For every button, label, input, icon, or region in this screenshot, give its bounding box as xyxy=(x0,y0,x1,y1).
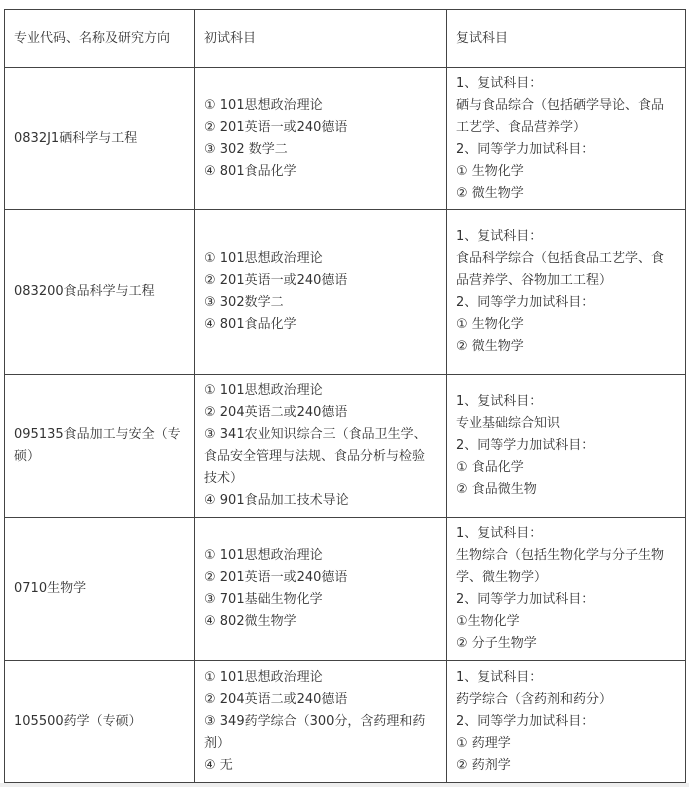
subjects-table xyxy=(4,9,686,783)
cell-line: 硒与食品综合（包括硒学导论、食品工艺学、食品营养学） xyxy=(456,97,665,135)
major-cell xyxy=(5,210,195,375)
header-major: 专业代码、名称及研究方向 xyxy=(5,10,195,68)
major-cell xyxy=(5,661,195,783)
cell-line: 2、同等学力加试科目： xyxy=(456,141,595,157)
cell-line: ④ 无 xyxy=(204,757,233,773)
cell-line: ② 201英语一或240德语 xyxy=(204,119,348,135)
cell-line: 083200食品科学与工程 xyxy=(14,284,155,299)
table-row xyxy=(5,375,686,518)
cell-line: 0710生物学 xyxy=(14,581,87,596)
cell-line: 105500药学（专硕） xyxy=(14,713,142,729)
bottom-scroll-strip xyxy=(0,783,689,787)
cell-line: ① 101思想政治理论 xyxy=(204,548,323,563)
cell-line: ② 微生物学 xyxy=(456,339,524,354)
cell-line: 1、复试科目： xyxy=(456,526,543,541)
table-row xyxy=(5,68,686,210)
major-cell xyxy=(5,518,195,661)
header-initial-subjects: 初试科目 xyxy=(195,10,447,68)
header-retest-subjects: 复试科目 xyxy=(447,10,686,68)
cell-line: ② 201英语一或240德语 xyxy=(204,570,348,585)
cell-line: ③ 349药学综合（300分，含药理和药剂） xyxy=(204,713,426,751)
cell-line: ② 药剂学 xyxy=(456,757,511,773)
cell-line: 1、复试科目： xyxy=(456,75,543,91)
initial-subjects-cell xyxy=(195,68,447,210)
retest-subjects-cell xyxy=(447,375,686,518)
cell-line: ② 204英语二或240德语 xyxy=(204,405,348,420)
retest-subjects-cell xyxy=(447,518,686,661)
cell-line: 2、同等学力加试科目： xyxy=(456,438,595,453)
cell-line: ③ 302 数学二 xyxy=(204,141,288,157)
cell-line: ① 101思想政治理论 xyxy=(204,669,323,685)
cell-line: 药学综合（含药剂和药分） xyxy=(456,691,613,707)
major-cell xyxy=(5,68,195,210)
initial-subjects-cell xyxy=(195,375,447,518)
cell-line: ③ 302数学二 xyxy=(204,295,284,310)
cell-line: 1、复试科目： xyxy=(456,394,543,409)
cell-line: ④ 901食品加工技术导论 xyxy=(204,493,349,508)
table-row xyxy=(5,210,686,375)
retest-subjects-cell xyxy=(447,661,686,783)
cell-line: ① 101思想政治理论 xyxy=(204,251,323,266)
table-header-row xyxy=(5,10,686,68)
major-cell xyxy=(5,375,195,518)
cell-line: ① 101思想政治理论 xyxy=(204,383,323,398)
cell-line: ③ 341农业知识综合三（食品卫生学、食品安全管理与法规、食品分析与检验技术） xyxy=(204,427,427,486)
cell-line: ② 201英语一或240德语 xyxy=(204,273,348,288)
cell-line: 095135食品加工与安全（专硕） xyxy=(14,427,181,464)
cell-line: 食品科学综合（包括食品工艺学、食品营养学、谷物加工工程） xyxy=(456,251,665,288)
table-row xyxy=(5,661,686,783)
cell-line: ① 101思想政治理论 xyxy=(204,97,323,113)
cell-line: ② 分子生物学 xyxy=(456,636,537,651)
cell-line: 2、同等学力加试科目： xyxy=(456,295,595,310)
cell-line: ② 204英语二或240德语 xyxy=(204,691,348,707)
cell-line: ①生物化学 xyxy=(456,614,520,629)
cell-line: ① 食品化学 xyxy=(456,460,524,475)
cell-line: 0832J1硒科学与工程 xyxy=(14,130,138,146)
initial-subjects-cell xyxy=(195,210,447,375)
cell-line: ④ 801食品化学 xyxy=(204,317,297,332)
cell-line: 1、复试科目： xyxy=(456,669,543,685)
retest-subjects-cell xyxy=(447,68,686,210)
cell-line: 1、复试科目： xyxy=(456,229,543,244)
cell-line: ④ 801食品化学 xyxy=(204,163,297,179)
cell-line: ③ 701基础生物化学 xyxy=(204,592,323,607)
initial-subjects-cell xyxy=(195,661,447,783)
cell-line: 2、同等学力加试科目： xyxy=(456,592,595,607)
cell-line: ① 生物化学 xyxy=(456,163,524,179)
table-row xyxy=(5,518,686,661)
cell-line: ② 食品微生物 xyxy=(456,482,537,497)
cell-line: ② 微生物学 xyxy=(456,185,524,201)
retest-subjects-cell xyxy=(447,210,686,375)
cell-line: ④ 802微生物学 xyxy=(204,614,297,629)
cell-line: ① 生物化学 xyxy=(456,317,524,332)
cell-line: 专业基础综合知识 xyxy=(456,416,561,431)
cell-line: 生物综合（包括生物化学与分子生物学、微生物学） xyxy=(456,548,665,585)
initial-subjects-cell xyxy=(195,518,447,661)
cell-line: 2、同等学力加试科目： xyxy=(456,713,595,729)
cell-line: ① 药理学 xyxy=(456,735,511,751)
